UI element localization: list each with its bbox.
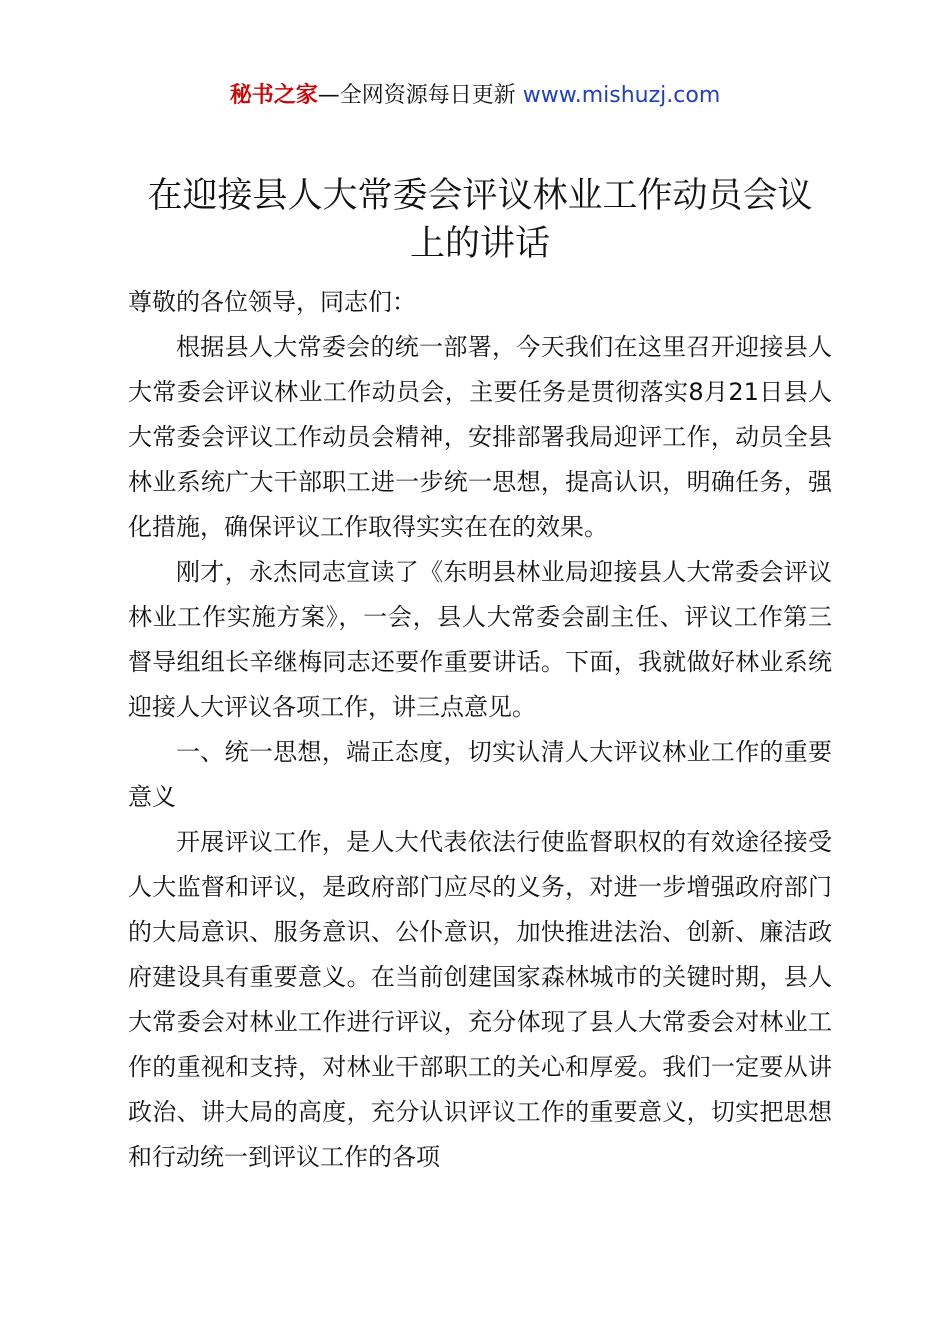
- paragraph-3: 开展评议工作，是人大代表依法行使监督职权的有效途径接受人大监督和评议，是政府部门应尽的义务，对进一步增强政府部门的大局意识、服务意识、公仆意识，加快推进法治、创新、廉洁政府建设具有重要意义。在当前创建国家森林城市的关键时期，县人大常委会对林业工作进行评议，充分体现了县人大常委会对林业工作的重视和支持，对林业干部职工的关心和厚爱。我们一定要从讲政治、讲大局的高度，充分认识评议工作的重要意义，切实把思想和行动统一到评议工作的各项: [128, 828, 832, 1171]
- document-title-line-1: 在迎接县人大常委会评议林业工作动员会议: [147, 176, 813, 216]
- site-tagline: —全网资源每日更新: [317, 83, 516, 108]
- site-url-link[interactable]: www.mishuzj.com: [522, 83, 721, 108]
- site-header: [0, 80, 950, 112]
- paragraph-1: 根据县人大常委会的统一部署，今天我们在这里召开迎接县人大常委会评议林业工作动员会，主要任务是贯彻落实8月21日县人大常委会评议工作动员会精神，安排部署我局迎评工作，动员全县林业系统广大干部职工进一步统一思想，提高认识，明确任务，强化措施，确保评议工作取得实实在在的效果。: [128, 333, 832, 541]
- paragraph-2: 刚才，永杰同志宣读了《东明县林业局迎接县人大常委会评议林业工作实施方案》，一会，县人大常委会副主任、评议工作第三督导组组长辛继梅同志还要作重要讲话。下面，我就做好林业系统迎接人大评议各项工作，讲三点意见。: [128, 558, 832, 721]
- site-brand: 秘书之家: [229, 83, 318, 108]
- section-1-heading: 一、统一思想，端正态度，切实认清人大评议林业工作的重要意义: [128, 738, 832, 811]
- salutation: 尊敬的各位领导，同志们：: [128, 288, 416, 316]
- document-title: [130, 172, 830, 268]
- document-body: [128, 280, 832, 1180]
- document-title-line-2: 上的讲话: [409, 224, 550, 264]
